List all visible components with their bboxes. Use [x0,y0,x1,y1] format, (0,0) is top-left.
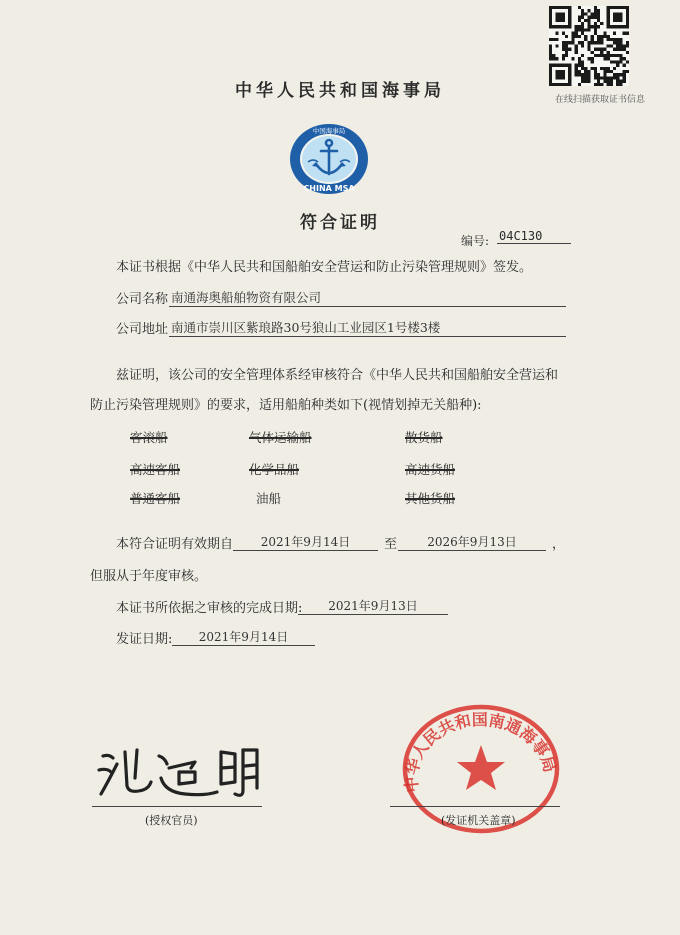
statement-line-1: 兹证明，该公司的安全管理体系经审核符合《中华人民共和国船舶安全营运和 [116,368,559,383]
serial-value: 04C130 [497,229,571,244]
signature-line [92,806,262,807]
seal-line [390,806,560,807]
validity-prefix: 本符合证明有效期自 [116,537,234,552]
validity-comma: ， [552,537,566,552]
issue-date-label: 发证日期: [116,632,173,647]
ship-type-item: 化学品船 [249,462,300,477]
intro-text: 本证书根据《中华人民共和国船舶安全营运和防止污染管理规则》签发。 [116,260,533,275]
validity-to-word: 至 [384,537,398,552]
validity-note: 但服从于年度审核。 [90,569,208,584]
ship-type-item: 其他货船 [405,491,456,506]
qr-code [549,6,629,86]
statement-line-2: 防止污染管理规则》的要求，适用船舶种类如下(视情划掉无关船种): [90,398,482,413]
ship-type-item: 普通客船 [130,491,181,506]
seal-caption: (发证机关盖章) [441,814,516,827]
document-title: 符合证明 [300,213,380,233]
company-name-value: 南通海奥船舶物资有限公司 [169,288,566,307]
emblem-bottom-text: CHINA MSA [303,184,355,193]
company-address-value: 南通市崇川区紫琅路30号狼山工业园区1号楼3楼 [169,318,566,337]
ship-type-item: 散货船 [405,430,443,445]
audit-date-value: 2021年9月13日 [298,597,448,615]
signature-icon [95,742,265,804]
issuing-authority: 中华人民共和国海事局 [235,81,445,101]
issue-date-value: 2021年9月14日 [172,628,315,646]
serial-label: 编号: [461,234,490,248]
signatory-caption: (授权官员) [145,814,198,827]
company-address-label: 公司地址 [116,322,169,337]
ship-type-item: 客滚船 [130,430,168,445]
audit-date-label: 本证书所依据之审核的完成日期: [116,601,303,616]
emblem-top-text: 中国海事局 [312,127,346,135]
validity-to-date: 2026年9月13日 [398,533,546,551]
qr-caption: 在线扫描获取证书信息 [555,95,646,105]
ship-type-item: 油船 [256,491,282,506]
validity-from-date: 2021年9月14日 [233,533,378,551]
ship-type-item: 气体运输船 [249,430,312,445]
seal-text: 中华人民共和国南通海事局 [401,710,560,794]
ship-type-item: 高速货船 [405,462,456,477]
company-name-label: 公司名称 [116,292,169,307]
ship-type-item: 高速客船 [130,462,181,477]
msa-emblem-icon [288,122,370,196]
